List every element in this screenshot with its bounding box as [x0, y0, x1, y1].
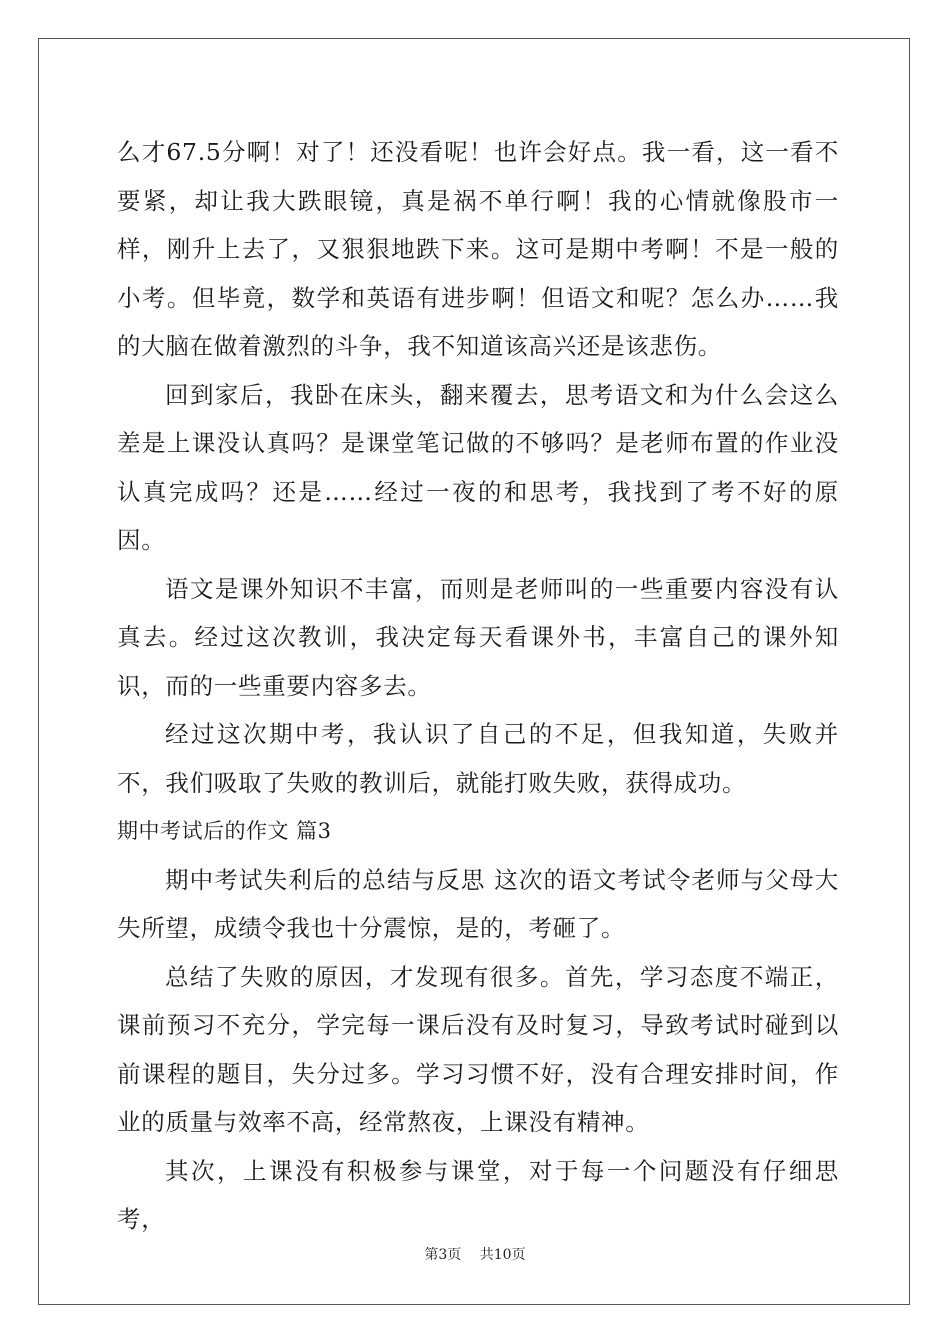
paragraph-5: 期中考试失利后的总结与反思 这次的语文考试令老师与父母大失所望，成绩令我也十分震惊，是的，考砸了。 — [117, 865, 839, 942]
paragraph-3: 语文是课外知识不丰富，而则是老师叫的一些重要内容没有认真去。经过这次教训，我决定每天看课外书，丰富自己的课外知识，而的一些重要内容多去。 — [117, 574, 839, 700]
page-total: 共10页 — [479, 1247, 526, 1263]
paragraph-4: 经过这次期中考，我认识了自己的不足，但我知道，失败并不，我们吸取了失败的教训后，就能打败失败，获得成功。 — [117, 720, 839, 797]
paragraph-7: 其次，上课没有积极参与课堂，对于每一个问题没有仔细思考， — [117, 1156, 839, 1233]
section-heading: 期中考试后的作文 篇3 — [117, 819, 332, 843]
paragraph-1: 么才67.5分啊！对了！还没看呢！也许会好点。我一看，这一看不要紧，却让我大跌眼镜，真是祸不单行啊！我的心情就像股市一样，刚升上去了，又狠狠地跌下来。这可是期中考啊！不是一般的小考。但毕竟，数学和英语有进步啊！但语文和呢？怎么办……我的大脑在做着激烈的斗争，我不知道该高兴还是该悲伤。 — [117, 138, 839, 360]
paragraph-6: 总结了失败的原因，才发现有很多。首先，学习态度不端正，课前预习不充分，学完每一课后没有及时复习，导致考试时碰到以前课程的题目，失分过多。学习习惯不好，没有合理安排时间，作业的质量与效率不高，经常熬夜，上课没有精神。 — [117, 962, 839, 1136]
page-footer — [0, 1244, 950, 1264]
page-number: 第3页 — [424, 1247, 462, 1263]
document-body — [117, 128, 839, 1244]
paragraph-2: 回到家后，我卧在床头，翻来覆去，思考语文和为什么会这么差是上课没认真吗？是课堂笔记做的不够吗？是老师布置的作业没认真完成吗？还是……经过一夜的和思考，我找到了考不好的原因。 — [117, 380, 839, 554]
